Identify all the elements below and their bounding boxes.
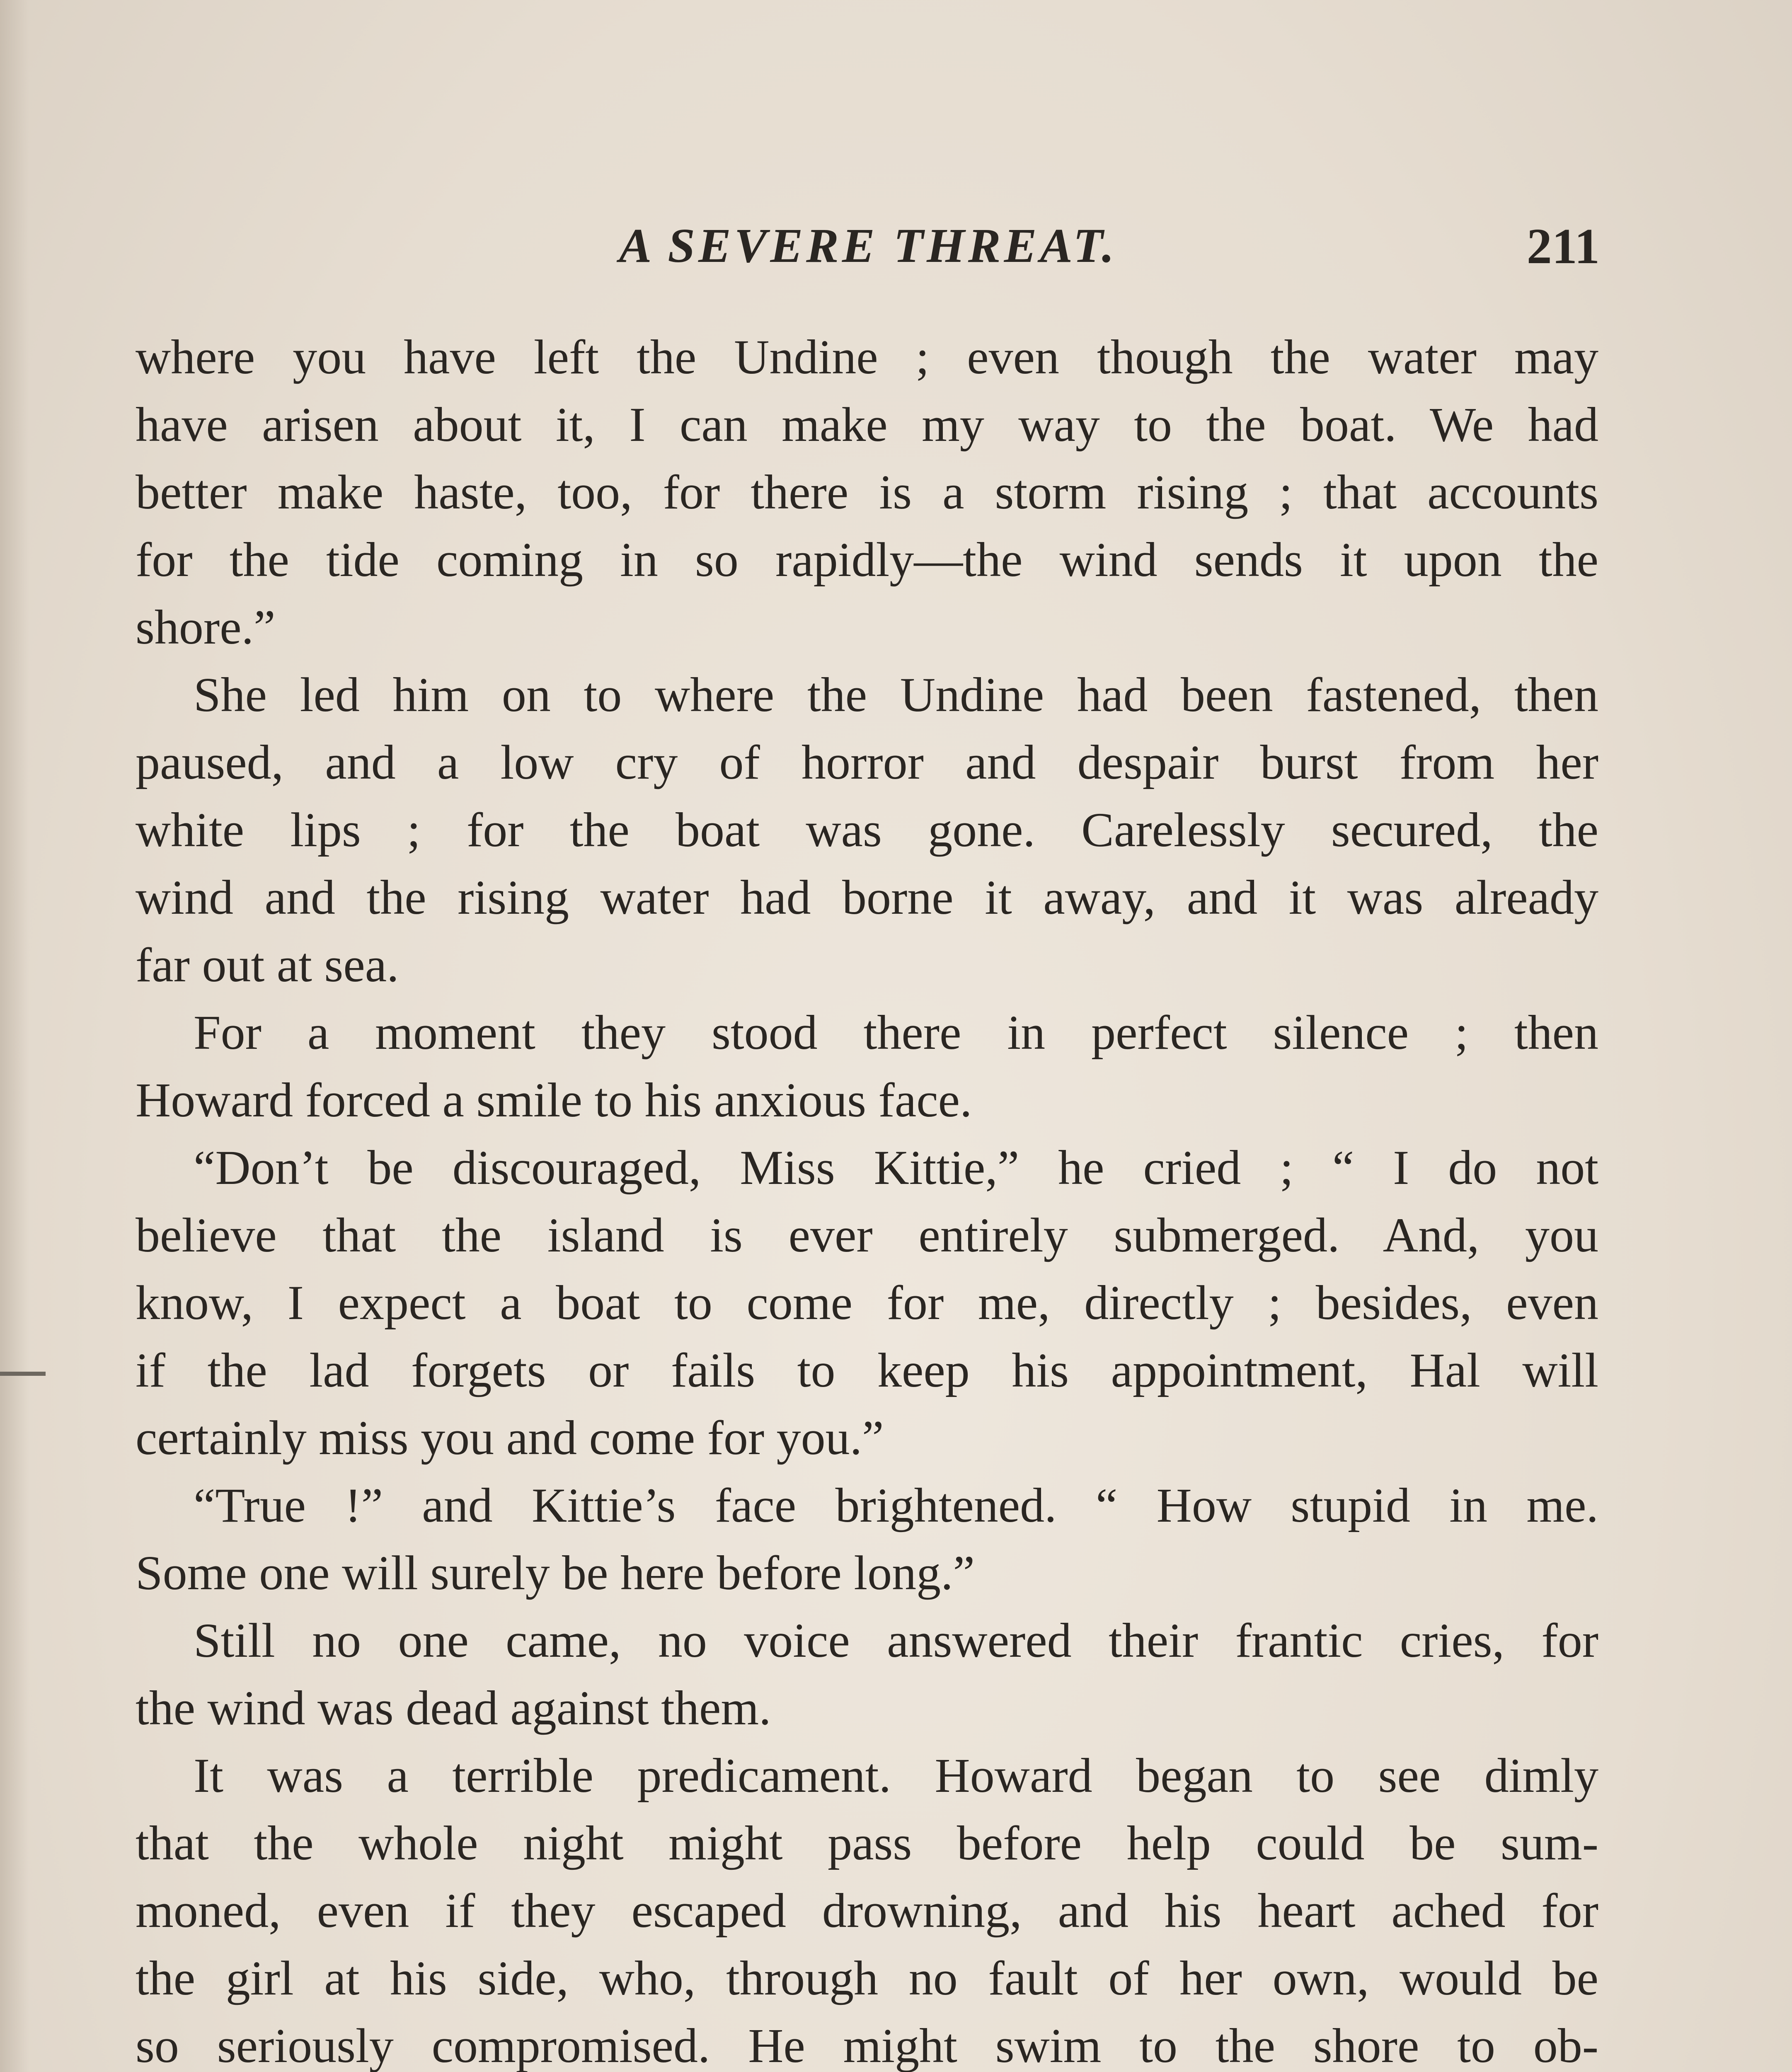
text-line: so seriously compromised. He might swim to the shore to ob- bbox=[136, 2019, 1598, 2072]
text-line: For a moment they stood there in perfect silence ; then bbox=[194, 1005, 1598, 1060]
text-line: She led him on to where the Undine had been fastened, then bbox=[194, 668, 1598, 722]
running-title: A SEVERE THREAT. bbox=[619, 218, 1118, 273]
text-line: for the tide coming in so rapidly—the wind sends it upon the bbox=[136, 533, 1598, 587]
page-header bbox=[137, 218, 1600, 280]
page-number: 211 bbox=[1526, 218, 1600, 274]
text-line: far out at sea. bbox=[136, 938, 399, 992]
text-line: certainly miss you and come for you.” bbox=[136, 1411, 884, 1465]
text-line: Still no one came, no voice answered their frantic cries, for bbox=[194, 1613, 1598, 1668]
text-line: Some one will surely be here before long.” bbox=[136, 1546, 975, 1600]
text-line: where you have left the Undine ; even though the water may bbox=[136, 330, 1598, 384]
text-line: believe that the island is ever entirely submerged. And, you bbox=[136, 1208, 1598, 1262]
text-line: Howard forced a smile to his anxious face. bbox=[136, 1073, 972, 1127]
text-line: It was a terrible predicament. Howard began to see dimly bbox=[194, 1748, 1598, 1803]
body-text bbox=[136, 323, 1598, 2072]
text-line: “Don’t be discouraged, Miss Kittie,” he cried ; “ I do not bbox=[194, 1140, 1598, 1195]
text-line: “True !” and Kittie’s face brightened. “ How stupid in me. bbox=[194, 1478, 1598, 1532]
text-line: the wind was dead against them. bbox=[136, 1681, 771, 1735]
text-line: know, I expect a boat to come for me, directly ; besides, even bbox=[136, 1276, 1598, 1330]
text-line: the girl at his side, who, through no fault of her own, would be bbox=[136, 1951, 1598, 2005]
text-line: if the lad forgets or fails to keep his appointment, Hal will bbox=[136, 1343, 1598, 1397]
text-line: that the whole night might pass before help could be sum- bbox=[136, 1816, 1598, 1870]
text-line: better make haste, too, for there is a storm rising ; that accounts bbox=[136, 465, 1598, 519]
book-gutter-shadow bbox=[0, 0, 29, 2072]
text-line: have arisen about it, I can make my way to the boat. We had bbox=[136, 397, 1598, 452]
text-line: moned, even if they escaped drowning, and his heart ached for bbox=[136, 1883, 1598, 1938]
text-line: paused, and a low cry of horror and despair burst from her bbox=[136, 735, 1598, 789]
text-line: shore.” bbox=[136, 600, 276, 654]
margin-mark bbox=[0, 1372, 46, 1376]
text-line: wind and the rising water had borne it away, and it was already bbox=[136, 870, 1598, 925]
text-line: white lips ; for the boat was gone. Carelessly secured, the bbox=[136, 803, 1598, 857]
